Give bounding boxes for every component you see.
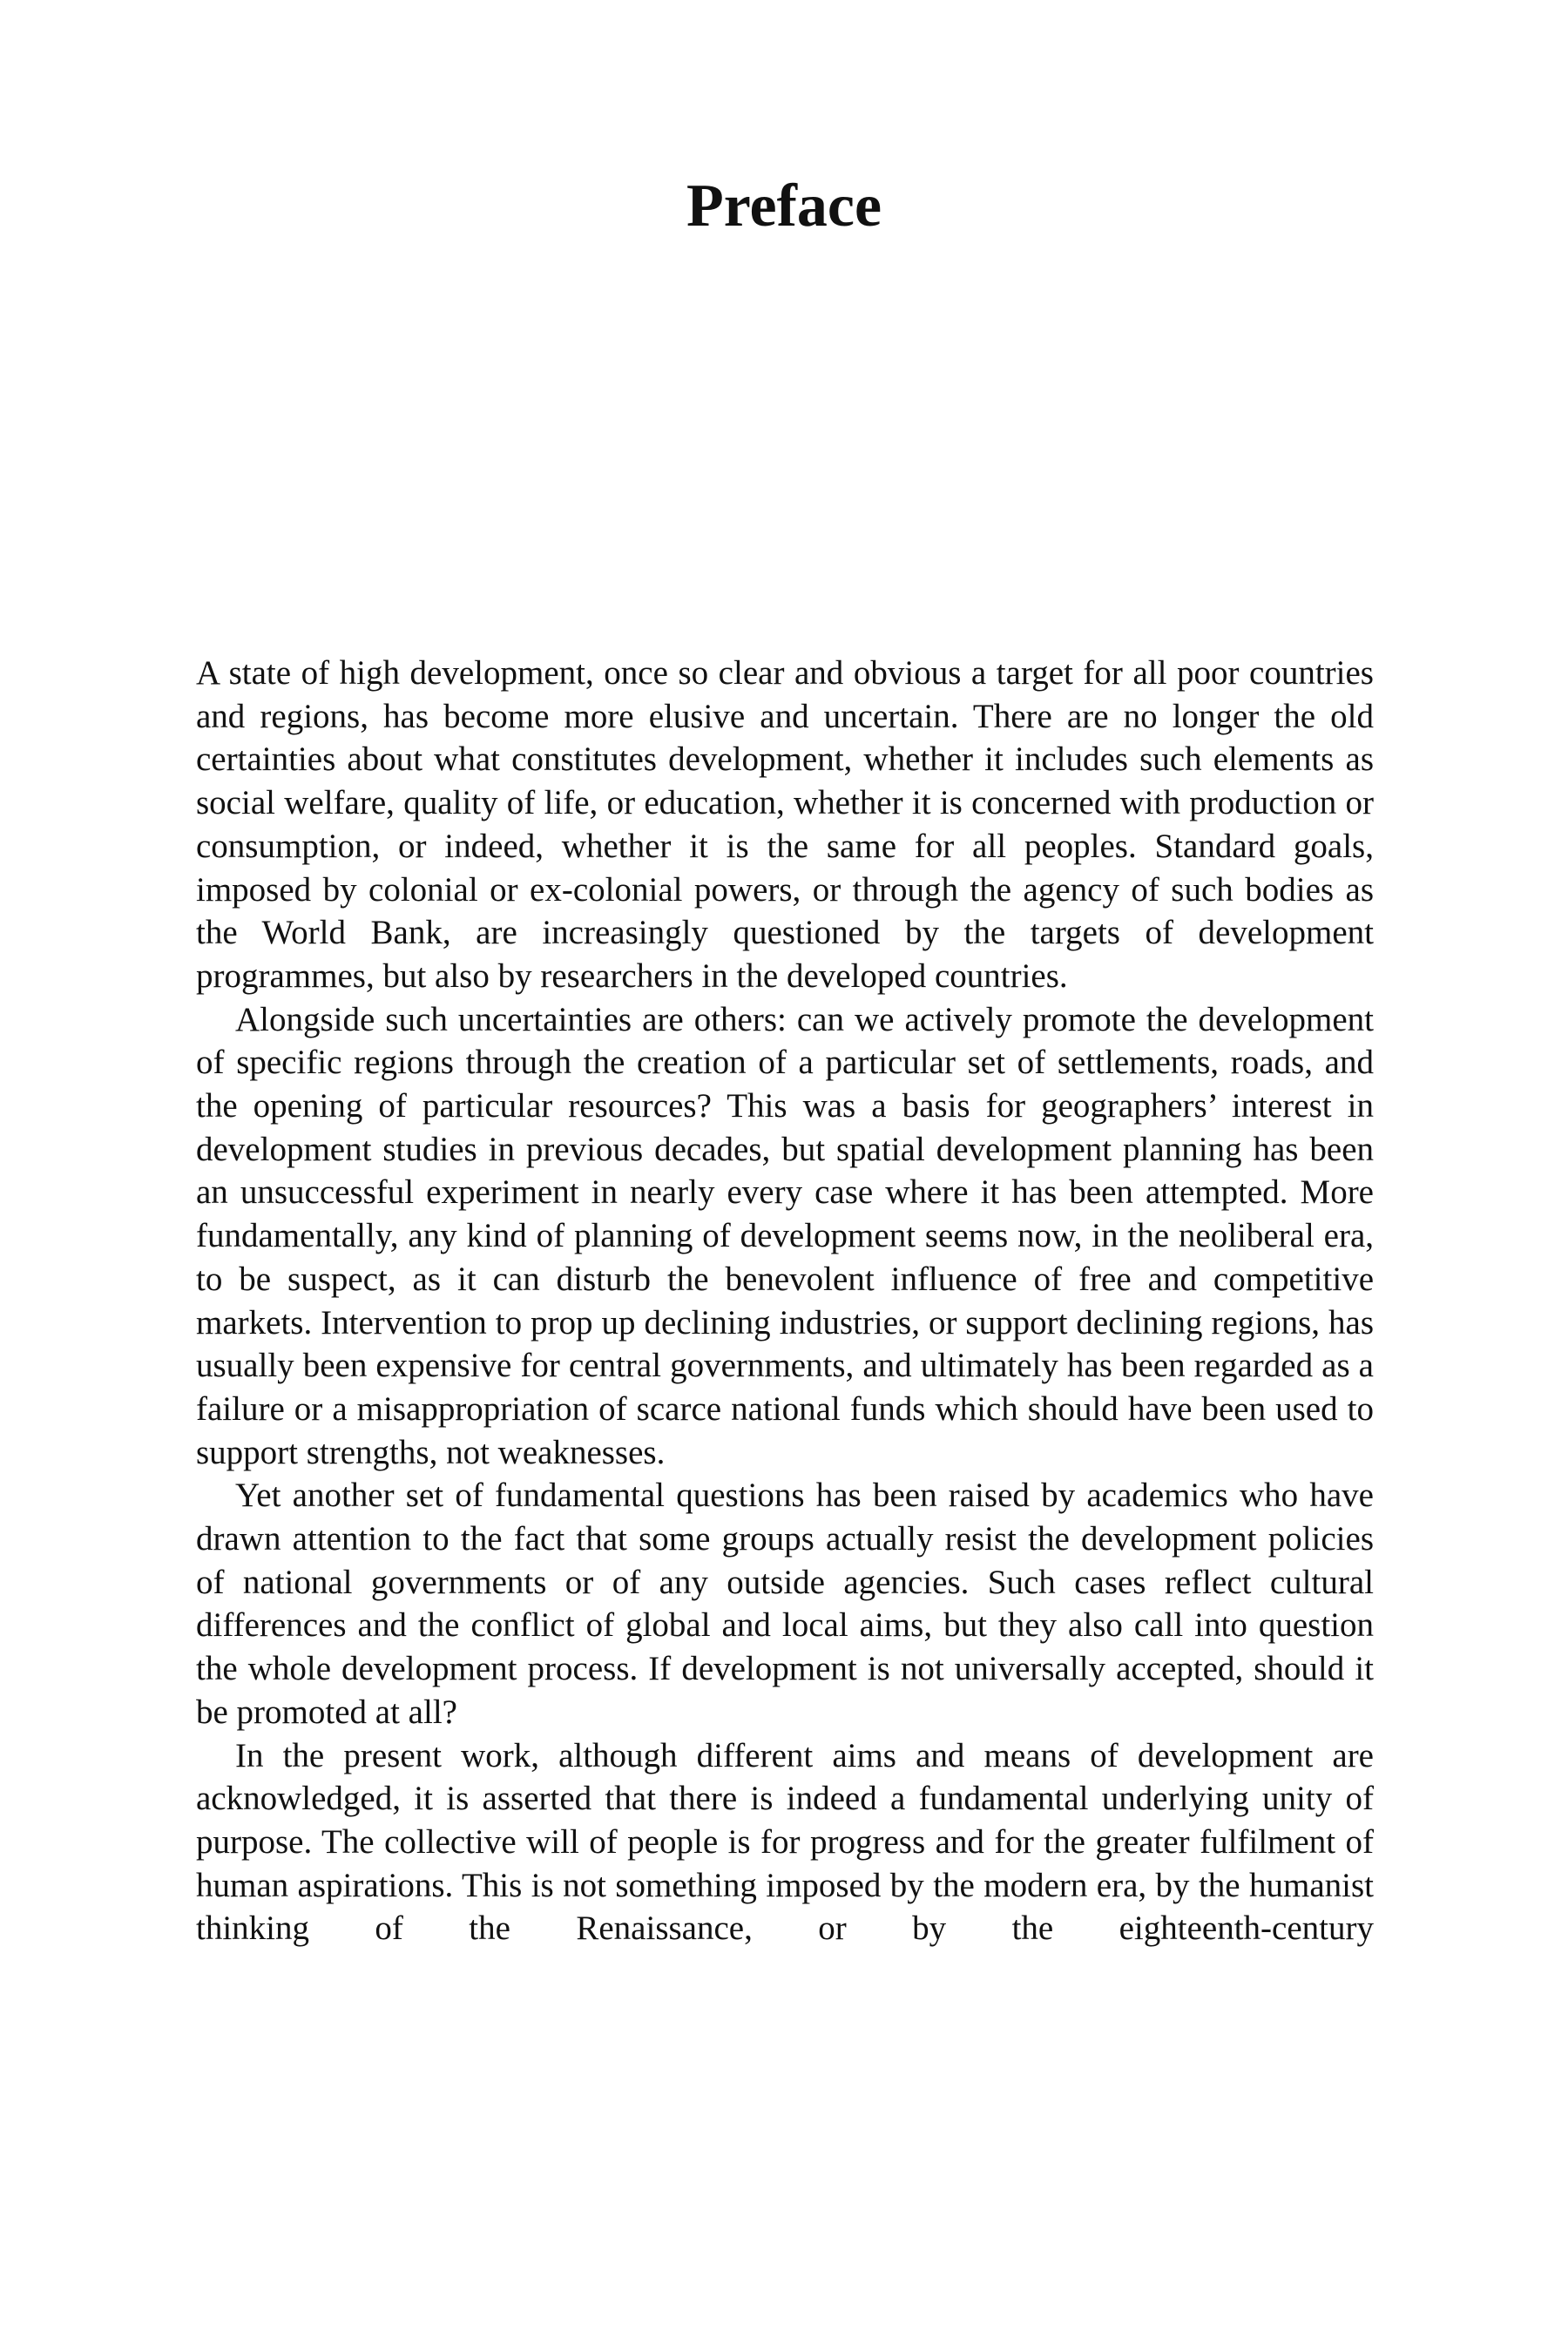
paragraph-3: Yet another set of fundamental questions has been raised by academics who have drawn attention to the fact that some groups actually resist the development policies of national governments or of any outside agencies. Such cases reflect cultural differences and the conflict of global and local aims, but they also call into question the whole development process. If development is not universally accepted, should it be promoted at all? bbox=[196, 1477, 1374, 1731]
paragraph-4: In the present work, although different aims and means of development are acknowledged, it is asserted that there is indeed a fundamental underlying unity of purpose. The collective will of people is for progress and for the greater fulfilment of human aspirations. This is not something imposed by the modern era, by the humanist thinking of the Renaissance, or by the eighteenth-century bbox=[196, 1736, 1374, 1948]
page-title: Preface bbox=[686, 172, 882, 240]
preface-body bbox=[196, 652, 1374, 1950]
paragraph-2: Alongside such uncertainties are others: can we actively promote the development of specific regions through the creation of a particular set of settlements, roads, and the opening of particular resources? This was a basis for geographers’ interest in development studies in previous decades, but spatial development planning has been an unsuccessful experiment in nearly every case where it has been attempted. More fundamentally, any kind of planning of development seems now, in the neoliberal era, to be suspect, as it can disturb the benevolent influence of free and competitive markets. Intervention to prop up declining industries, or support declining regions, has usually been expensive for central governments, and ultimately has been regarded as a failure or a misappropriation of scarce national funds which should have been used to support strengths, not weaknesses. bbox=[196, 1000, 1374, 1471]
paragraph-1: A state of high development, once so clear and obvious a target for all poor countries and regions, has become more elusive and uncertain. There are no longer the old certainties about what constitutes development, whether it includes such elements as social welfare, quality of life, or education, whether it is concerned with production or consumption, or indeed, whether it is the same for all peoples. Standard goals, imposed by colonial or ex-colonial powers, or through the agency of such bodies as the World Bank, are increasingly questioned by the targets of development programmes, but also by researchers in the developed countries. bbox=[196, 654, 1374, 995]
